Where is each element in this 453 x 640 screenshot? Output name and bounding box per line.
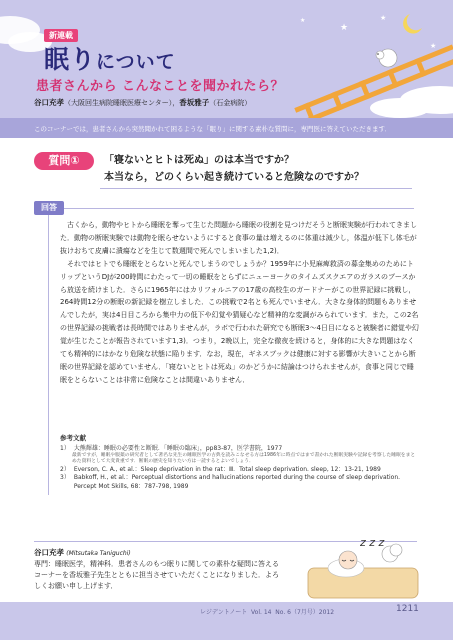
question-line-1: 「寝ないとヒトは死ぬ」のは本当ですか？ (104, 155, 294, 166)
answer-vertical-rule (48, 215, 49, 495)
answer-paragraph: それではヒトでも睡眠をとらないと死んでしまうのでしょうか？1959年に小児麻痺救済の募金集めのためにトリップというDJが200時間にわたって一切の睡眠をとらずにニューヨークのタイムズスクエアのガラスのブースから放送を続けました．さらに1965年にはカリフォルニアの17歳の高校生のガードナーがこの世界記録に挑戦し，264時間12分の断眠の新記録を樹立しました．この挑戦で2名とも死んでいません．大きな身体的問題もありませんでしたが，実は4日目ころから集中力の低下や幻覚や猜疑心など精神的な変調がみられています．また，この2名の世界記録の挑戦者は長時間ではありませんが，ラボで行われた研究でも断眠3〜4日目になると被験者に錯覚や幻覚が生じたことが報告されています1,3)．つまり，2晩以上，完全な徹夜を続けると，身体的に大きな問題はなくても精神的にはかなり危険な状態に陥ります．なお，現在，ギネスブックは健康に対する影響が大きいことから断眠の世界記録を認めていません．「寝ないとヒトは死ぬ」のかどうかに結論はつけられませんが，食事と同じで睡眠をとらないことは非常に危険なことは間違いありません． (60, 259, 419, 384)
author-separator: ， (172, 99, 180, 107)
svg-text:★: ★ (300, 17, 306, 24)
answer-badge: 回答 (34, 201, 64, 215)
svg-text:★: ★ (380, 14, 387, 22)
page-title (44, 40, 176, 76)
question-line-2: 本当なら，どのくらい起き続けていると危険なのですか？ (104, 172, 364, 183)
reference-text: 大熊輝雄：睡眠の必要性と断眠．「睡眠の臨床」，pp83-87，医学書院，1977 (73, 444, 283, 452)
reference-note: 最新ですが，睡眠や服薬の研究者として著名な先生の睡眠医学の古典を読みこなせる方は1986年に時点ではまで書かれた断眠実験や記録を考察した睡眠をまとめた資料として大変貴重です．断眠の歴史を知りたい方は一読するとよいでしょう． (72, 453, 416, 465)
profile-romaji: (Mitsutaka Taniguchi) (66, 550, 131, 557)
references-title: 参考文献 (60, 434, 86, 442)
author1-affiliation: （大阪回生病院睡眠医療センター） (64, 99, 173, 107)
sheep-icon (376, 49, 397, 67)
reference-text: Babkoff, H., et al.：Perceptual distortions and hallucinations reported during the course of sleep deprivation. Percept Mot Skills, 68：787-798, 1989 (73, 474, 401, 490)
references (60, 434, 416, 491)
answer-body (60, 219, 420, 387)
sleeping-person-illustration (300, 530, 420, 602)
author2-affiliation: （石金病院） (209, 99, 252, 107)
svg-text:★: ★ (430, 42, 437, 50)
intro-banner: このコーナーでは，患者さんから突然聞かれて困るような「眠り」に関する素朴な質問に，専門医に答えていただきます． (0, 118, 453, 138)
profile-name: 谷口充孝 (34, 548, 64, 557)
footer-issue: No. 6（7月号）2012 (275, 609, 335, 616)
reference-item (60, 445, 416, 454)
header-banner (0, 0, 453, 118)
series-badge: 新連載 (44, 29, 78, 42)
reference-item (60, 474, 416, 491)
profile-description: 専門：睡眠医学，精神科．患者さんのもつ眠りに関しての素朴な疑問に答えるコーナーを香坂雅子先生とともに担当させていただくことになりました．よろしくお願い申し上げます． (34, 560, 279, 590)
footer-journal: レジデントノート (200, 609, 248, 616)
reference-text: Everson, C. A., et al.：Sleep deprivation in the rat：Ⅲ．Total sleep deprivation. sleep, 12：13-21, 1989 (73, 465, 381, 473)
authors-line (34, 97, 251, 108)
question-badge: 質問① (34, 152, 94, 170)
reference-number: 1） (60, 444, 70, 452)
svg-text:z z z: z z z (360, 536, 385, 549)
reference-item (60, 466, 416, 475)
author1-name: 谷口充孝 (34, 98, 64, 107)
question-divider (100, 188, 412, 189)
title-rest: について (96, 51, 176, 73)
title-main: 眠り (44, 45, 97, 74)
reference-number: 3） (60, 474, 70, 482)
svg-text:★: ★ (340, 23, 349, 33)
reference-number: 2） (60, 465, 70, 473)
footer-volume: Vol. 14 (251, 609, 272, 616)
answer-paragraph: 古くから，動物やヒトから睡眠を奪って生じた問題から睡眠の役割を見つけだそうと断眠実験が行われてきました．動物の断眠実験では動物を眠らせないようにすると食事の量は増えるのに体重は減少し，体温が低下し体毛が抜けおちて皮膚に潰瘍などを生じて数週間で死んでしまいました1,2)． (60, 221, 417, 255)
footer-citation (200, 607, 334, 616)
page-subtitle: 患者さんから こんなことを聞かれたら？ (36, 79, 285, 94)
question-text (104, 152, 414, 186)
author2-name: 香坂雅子 (179, 98, 210, 107)
answer-divider (64, 208, 414, 209)
author-profile (34, 547, 284, 592)
page-number: 1211 (396, 604, 419, 614)
